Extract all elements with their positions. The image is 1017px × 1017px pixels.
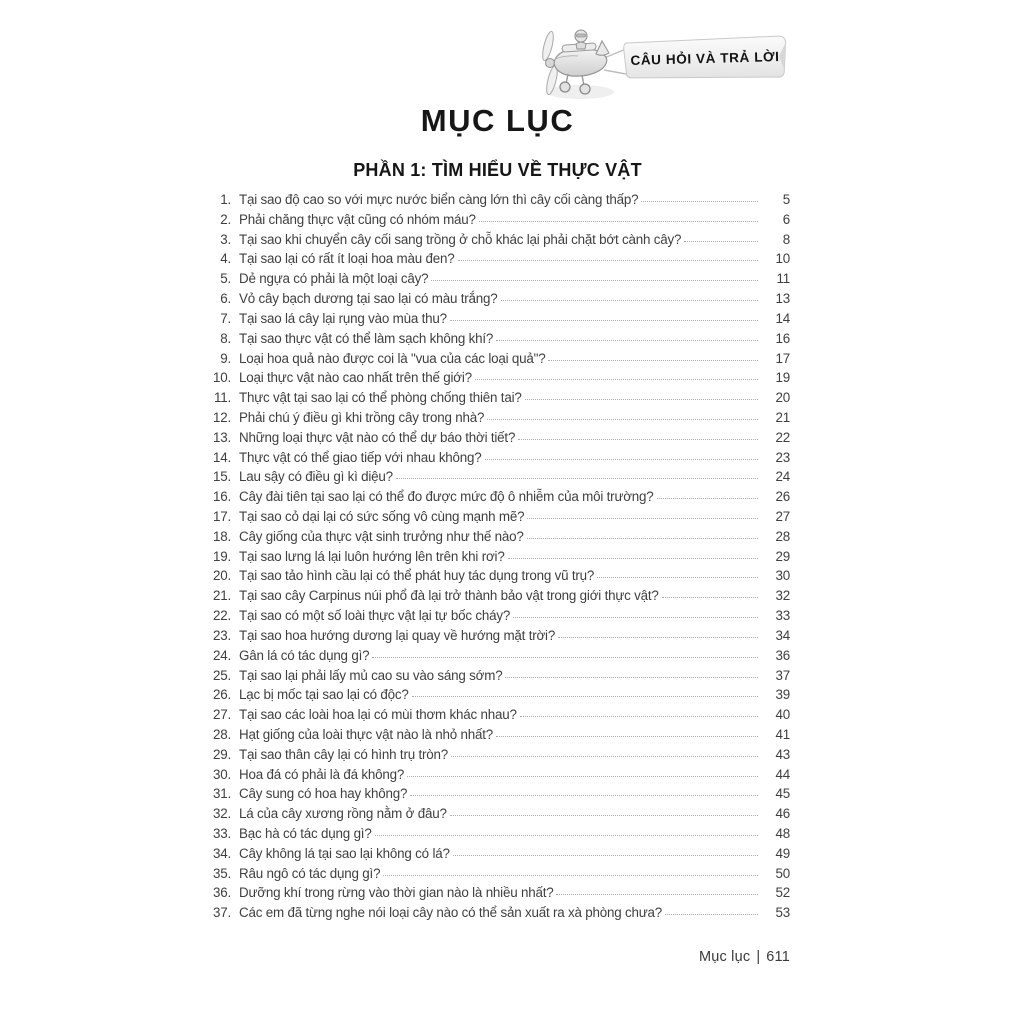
entry-page-number: 14	[775, 310, 790, 326]
entry-page-number: 6	[782, 211, 790, 227]
entry-title: Hạt giống của loài thực vật nào là nhỏ nhất?	[239, 726, 494, 742]
footer-page-number: 611	[766, 949, 790, 965]
entry-number: 24.	[212, 647, 231, 663]
entry-number: 7.	[220, 310, 231, 326]
entry-title: Loại hoa quả nào được coi là "vua của các loại quả"?	[239, 350, 546, 366]
toc-entry	[205, 271, 790, 291]
entry-number: 13.	[212, 429, 231, 445]
toc-entry	[205, 370, 790, 390]
toc-entry	[205, 489, 790, 509]
toc-entry	[205, 390, 790, 410]
entry-title: Tại sao cỏ dại lại có sức sống vô cùng mạnh mẽ?	[239, 509, 525, 524]
entry-title: Tại sao thân cây lại có hình trụ tròn?	[239, 746, 449, 762]
entry-number: 15.	[212, 469, 231, 485]
entry-number: 16.	[212, 489, 231, 505]
entry-title: Phải chăng thực vật cũng có nhóm máu?	[239, 211, 476, 227]
toc-entry	[205, 747, 790, 767]
entry-number: 36.	[212, 885, 231, 901]
entry-title: Cây đài tiên tại sao lại có thể đo được mức độ ô nhiễm của môi trường?	[239, 489, 654, 505]
entry-page-number: 50	[775, 865, 790, 881]
toc-entry	[205, 846, 790, 866]
entry-page-number: 49	[775, 845, 790, 861]
dot-leader	[410, 795, 758, 796]
entry-number: 26.	[212, 687, 231, 703]
entry-page-number: 43	[775, 746, 790, 762]
pilot	[575, 30, 587, 49]
entry-number: 29.	[212, 746, 231, 762]
dot-leader	[556, 894, 758, 895]
entry-page-number: 41	[775, 726, 790, 742]
toc-entry	[205, 192, 790, 212]
entry-number: 28.	[212, 726, 231, 742]
entry-number: 32.	[212, 806, 231, 822]
entry-number: 2.	[220, 211, 231, 227]
entry-title: Thực vật tại sao lại có thể phòng chống thiên tai?	[239, 390, 522, 406]
entry-title: Những loại thực vật nào có thể dự báo thời tiết?	[239, 429, 516, 445]
entry-title: Gân lá có tác dụng gì?	[239, 647, 370, 663]
toc-entry	[205, 648, 790, 668]
entry-title: Tại sao lưng lá lại luôn hướng lên trên khi rơi?	[239, 548, 505, 564]
entry-page-number: 20	[775, 390, 790, 406]
entry-title: Tại sao lá cây lại rụng vào mùa thu?	[239, 310, 447, 326]
entry-number: 19.	[212, 548, 231, 564]
entry-number: 8.	[220, 330, 231, 346]
entry-title: Tại sao khi chuyển cây cối sang trồng ở chỗ khác lại phải chặt bớt cành cây?	[239, 231, 682, 247]
entry-page-number: 45	[775, 786, 790, 802]
toc-entry	[205, 885, 790, 905]
entry-page-number: 27	[775, 509, 790, 524]
entry-title: Cây giống của thực vật sinh trưởng như thế nào?	[239, 528, 524, 544]
dot-leader	[525, 399, 758, 400]
toc-entry	[205, 509, 790, 529]
header-art	[540, 22, 792, 104]
dot-leader	[375, 835, 758, 836]
entry-page-number: 29	[775, 548, 790, 564]
entry-number: 22.	[212, 608, 231, 624]
entry-number: 34.	[212, 845, 231, 861]
dot-leader	[597, 577, 758, 578]
dot-leader	[450, 815, 758, 816]
toc-entry	[205, 806, 790, 826]
entry-number: 6.	[220, 291, 231, 307]
dot-leader	[451, 756, 758, 757]
biplane-with-banner-icon	[540, 22, 792, 104]
entry-number: 5.	[220, 271, 231, 287]
page-footer	[205, 949, 790, 965]
entry-title: Tại sao hoa hướng dương lại quay về hướng mặt trời?	[239, 627, 556, 643]
toc-entry	[205, 608, 790, 628]
entry-page-number: 40	[775, 707, 790, 723]
dot-leader	[527, 538, 758, 539]
toc-entry	[205, 727, 790, 747]
toc-entry	[205, 588, 790, 608]
dot-leader	[396, 478, 758, 479]
toc-entry	[205, 331, 790, 351]
toc-entry	[205, 430, 790, 450]
entry-page-number: 37	[775, 667, 790, 683]
entry-number: 37.	[212, 905, 231, 921]
dot-leader	[665, 914, 758, 915]
toc-entry	[205, 251, 790, 271]
dot-leader	[513, 617, 758, 618]
entry-number: 12.	[212, 409, 231, 425]
toc-entry	[205, 529, 790, 549]
toc-entry	[205, 767, 790, 787]
entry-title: Tại sao các loài hoa lại có mùi thơm khác nhau?	[239, 707, 517, 723]
entry-number: 30.	[212, 766, 231, 782]
entry-number: 35.	[212, 865, 231, 881]
entry-number: 18.	[212, 528, 231, 544]
entry-page-number: 10	[775, 251, 790, 267]
dot-leader	[684, 241, 758, 242]
dot-leader	[496, 340, 758, 341]
entry-page-number: 30	[775, 568, 790, 584]
entry-page-number: 44	[775, 766, 790, 782]
dot-leader	[407, 776, 758, 777]
toc-entry	[205, 469, 790, 489]
dot-leader	[479, 221, 758, 222]
entry-page-number: 26	[775, 489, 790, 505]
entry-title: Râu ngô có tác dụng gì?	[239, 865, 381, 881]
dot-leader	[487, 419, 758, 420]
entry-page-number: 34	[775, 627, 790, 643]
toc-entry	[205, 707, 790, 727]
entry-page-number: 23	[775, 449, 790, 465]
dot-leader	[496, 736, 758, 737]
entry-title: Tại sao thực vật có thể làm sạch không khí?	[239, 330, 494, 346]
toc-list	[205, 192, 790, 925]
dot-leader	[372, 657, 758, 658]
dot-leader	[485, 459, 758, 460]
banner-label: CÂU HỎI VÀ TRẢ LỜI	[630, 49, 780, 68]
entry-number: 21.	[212, 588, 231, 604]
entry-page-number: 16	[775, 330, 790, 346]
entry-title: Tại sao độ cao so với mực nước biển càng lớn thì cây cối càng thấp?	[239, 192, 639, 207]
entry-title: Các em đã từng nghe nói loại cây nào có thể sản xuất ra xà phòng chưa?	[239, 905, 663, 921]
dot-leader	[475, 379, 758, 380]
footer-separator: |	[756, 949, 761, 965]
dot-leader	[412, 696, 758, 697]
toc-entry	[205, 232, 790, 252]
dot-leader	[501, 300, 758, 301]
toc-entry	[205, 668, 790, 688]
entry-number: 31.	[212, 786, 231, 802]
entry-title: Tại sao có một số loài thực vật lại tự bốc cháy?	[239, 608, 511, 624]
entry-page-number: 8	[782, 231, 790, 247]
entry-number: 20.	[212, 568, 231, 584]
entry-title: Hoa đá có phải là đá không?	[239, 766, 405, 782]
entry-title: Lá của cây xương rồng nằm ở đâu?	[239, 806, 447, 822]
dot-leader	[505, 677, 758, 678]
dot-leader	[458, 260, 758, 261]
entry-title: Loại thực vật nào cao nhất trên thế giới?	[239, 370, 472, 386]
entry-page-number: 11	[776, 271, 790, 287]
toc-entry	[205, 212, 790, 232]
entry-page-number: 13	[775, 291, 790, 307]
entry-page-number: 46	[775, 806, 790, 822]
entry-number: 23.	[212, 627, 231, 643]
footer-label: Mục lục	[698, 949, 751, 965]
dot-leader	[657, 498, 758, 499]
toc-entry	[205, 410, 790, 430]
section-heading: PHẦN 1: TÌM HIỂU VỀ THỰC VẬT	[353, 160, 642, 180]
entry-title: Lau sậy có điều gì kì diệu?	[239, 469, 393, 485]
dot-leader	[450, 320, 758, 321]
entry-number: 1.	[220, 192, 231, 207]
entry-page-number: 21	[775, 409, 790, 425]
entry-page-number: 24	[775, 469, 790, 485]
entry-page-number: 39	[775, 687, 790, 703]
entry-number: 33.	[212, 826, 231, 841]
entry-page-number: 48	[775, 826, 790, 841]
toc-entry	[205, 786, 790, 806]
entry-number: 14.	[212, 449, 231, 465]
dot-leader	[508, 558, 758, 559]
entry-title: Dẻ ngựa có phải là một loại cây?	[239, 271, 429, 287]
dot-leader	[520, 716, 758, 717]
entry-number: 4.	[220, 251, 231, 267]
toc-entry	[205, 311, 790, 331]
entry-number: 9.	[220, 350, 231, 366]
dot-leader	[518, 439, 758, 440]
toc-entry	[205, 549, 790, 569]
dot-leader	[558, 637, 758, 638]
entry-title: Dưỡng khí trong rừng vào thời gian nào là nhiều nhất?	[239, 885, 554, 901]
entry-title: Tại sao cây Carpinus núi phổ đà lại trở thành bảo vật trong giới thực vật?	[239, 588, 659, 604]
dot-leader	[453, 855, 758, 856]
entry-page-number: 19	[775, 370, 790, 386]
entry-title: Thực vật có thể giao tiếp với nhau không?	[239, 449, 482, 465]
entry-title: Cây không lá tại sao lại không có lá?	[239, 845, 450, 861]
entry-page-number: 5	[782, 192, 790, 207]
toc-entry	[205, 866, 790, 886]
entry-number: 25.	[212, 667, 231, 683]
entry-page-number: 22	[775, 429, 790, 445]
entry-page-number: 32	[775, 588, 790, 604]
entry-number: 10.	[212, 370, 231, 386]
entry-page-number: 28	[775, 528, 790, 544]
entry-title: Cây sung có hoa hay không?	[239, 786, 408, 802]
dot-leader	[383, 875, 758, 876]
entry-number: 3.	[220, 231, 231, 247]
entry-page-number: 33	[775, 608, 790, 624]
banner-flag	[624, 36, 787, 81]
entry-title: Tại sao lại có rất ít loại hoa màu đen?	[239, 251, 455, 267]
entry-title: Vỏ cây bạch dương tại sao lại có màu trắng?	[239, 291, 498, 307]
entry-title: Phải chú ý điều gì khi trồng cây trong nhà?	[239, 409, 485, 425]
dot-leader	[527, 518, 758, 519]
entry-page-number: 17	[775, 350, 790, 366]
entry-title: Tại sao tảo hình cầu lại có thể phát huy tác dụng trong vũ trụ?	[239, 568, 595, 584]
entry-title: Bạc hà có tác dụng gì?	[239, 826, 372, 841]
dot-leader	[641, 201, 758, 202]
entry-page-number: 36	[775, 647, 790, 663]
toc-entry	[205, 450, 790, 470]
entry-title: Lạc bị mốc tại sao lại có độc?	[239, 687, 409, 703]
entry-title: Tại sao lại phải lấy mủ cao su vào sáng sớm?	[239, 667, 503, 683]
toc-entry	[205, 351, 790, 371]
entry-page-number: 53	[775, 905, 790, 921]
toc-entry	[205, 568, 790, 588]
entry-number: 27.	[212, 707, 231, 723]
entry-number: 17.	[212, 509, 231, 524]
page-title: MỤC LỤC	[420, 103, 575, 138]
dot-leader	[548, 360, 758, 361]
toc-entry	[205, 291, 790, 311]
entry-page-number: 52	[775, 885, 790, 901]
toc-entry	[205, 905, 790, 925]
toc-entry	[205, 687, 790, 707]
dot-leader	[431, 280, 758, 281]
toc-entry	[205, 628, 790, 648]
toc-entry	[205, 826, 790, 846]
dot-leader	[662, 597, 758, 598]
entry-number: 11.	[213, 390, 231, 406]
